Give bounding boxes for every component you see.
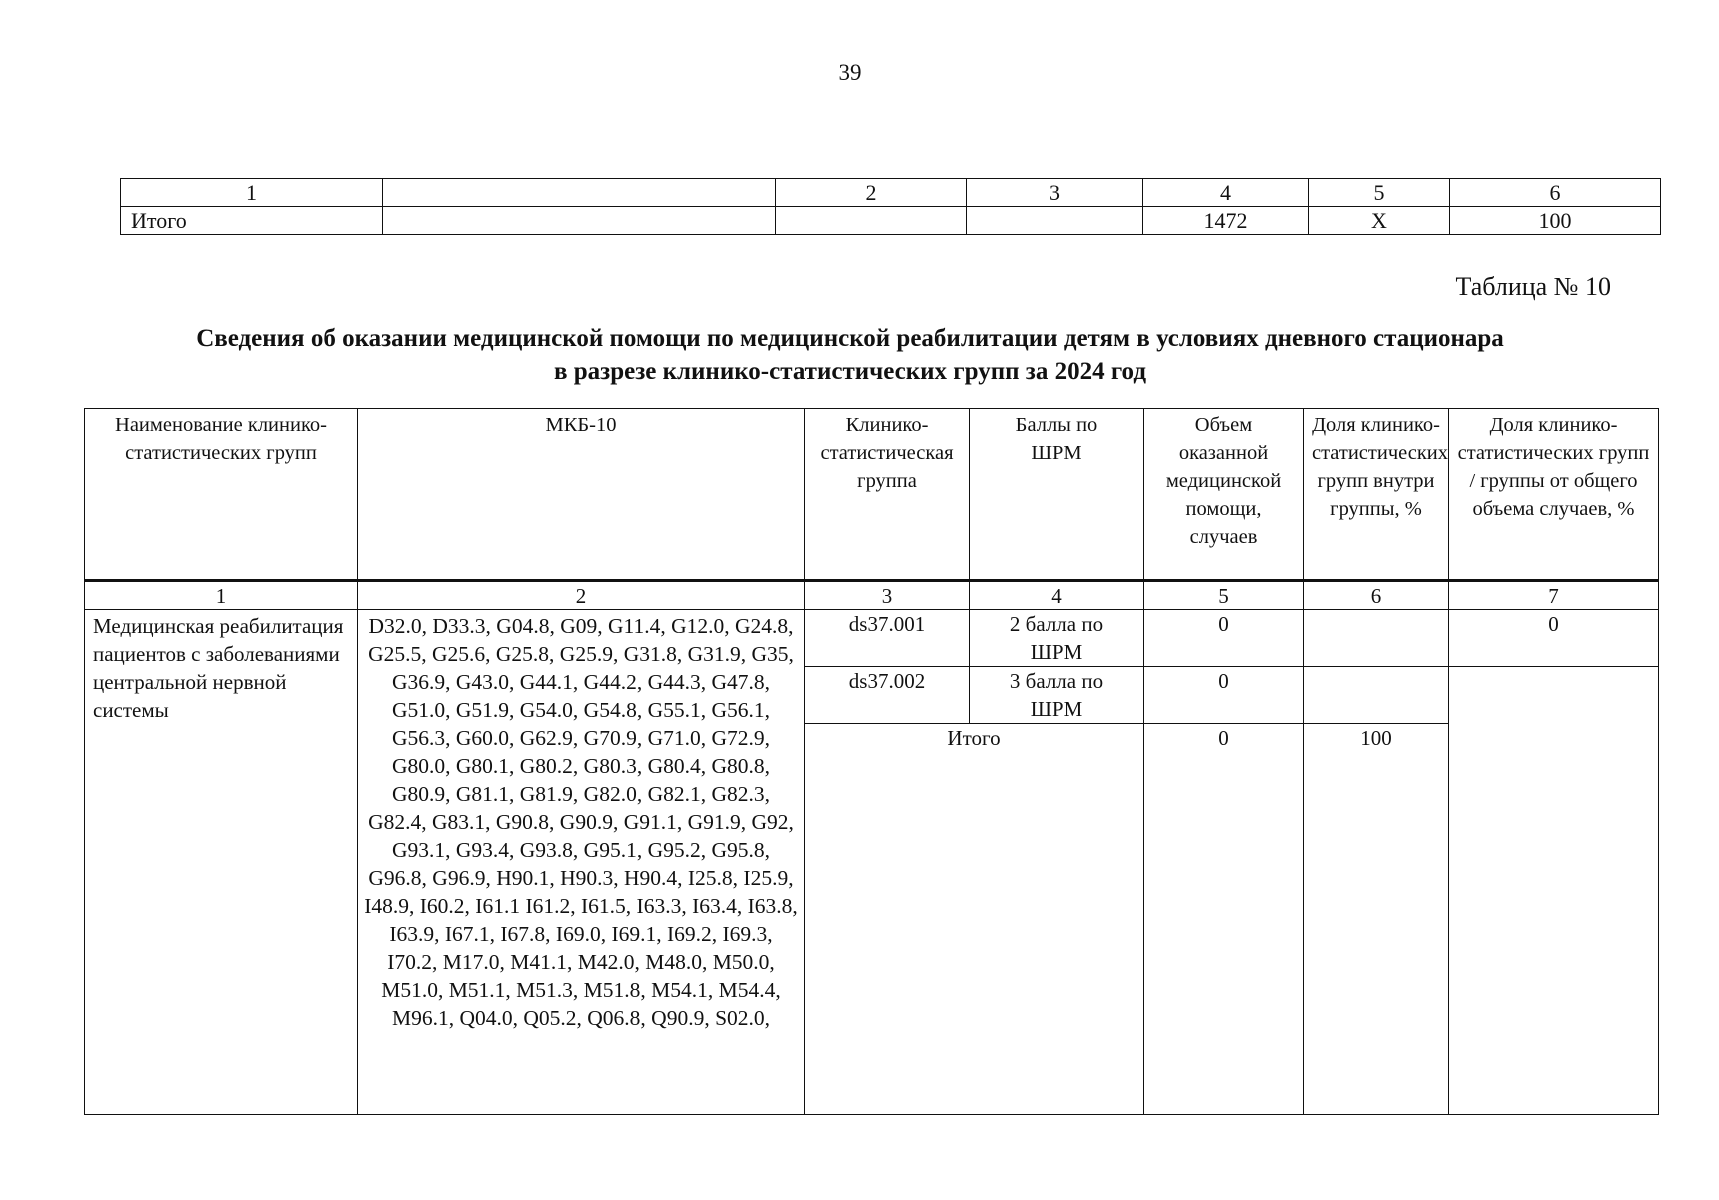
total-volume: 0 [1144, 724, 1304, 1115]
column-number [383, 179, 776, 207]
total-share-in-group: X [1309, 207, 1450, 235]
shrm-score: 2 балла по ШРМ [970, 610, 1144, 667]
volume: 0 [1144, 667, 1304, 724]
table-row [85, 610, 1659, 667]
share-total: 0 [1449, 610, 1659, 667]
table-row [121, 179, 1661, 207]
column-number: 4 [1143, 179, 1309, 207]
header-row [85, 409, 1659, 581]
share-in-group [1304, 610, 1449, 667]
rehabilitation-table [84, 408, 1659, 1115]
column-number: 4 [970, 581, 1144, 610]
ksg-code: ds37.002 [805, 667, 970, 724]
header-share-in-group: Доля клинико-статистических групп внутри группы, % [1304, 409, 1449, 581]
header-group-name: Наименование клинико-статистических групп [85, 409, 358, 581]
total-share: 100 [1450, 207, 1661, 235]
header-volume: Объем оказанной медицинской помощи, случаев [1144, 409, 1304, 581]
page-number: 39 [838, 60, 862, 85]
group-name: Медицинская реабилитация пациентов с заболеваниями центральной нервной системы [85, 610, 358, 1115]
continuation-table [120, 178, 1661, 235]
header-ksg: Клинико-статистическая группа [805, 409, 970, 581]
document-title [80, 322, 1620, 388]
share-total-empty [1449, 667, 1659, 1115]
column-number: 2 [358, 581, 805, 610]
column-number: 2 [776, 179, 967, 207]
column-numbers-row [85, 581, 1659, 610]
header-share-total: Доля клинико-статистических групп / группы от общего объема случаев, % [1449, 409, 1659, 581]
table-cell [383, 207, 776, 235]
table-cell [776, 207, 967, 235]
column-number: 3 [805, 581, 970, 610]
column-number: 6 [1304, 581, 1449, 610]
column-number: 7 [1449, 581, 1659, 610]
column-number: 5 [1144, 581, 1304, 610]
table-row [121, 207, 1661, 235]
header-shrm-score: Баллы по ШРМ [970, 409, 1144, 581]
shrm-score: 3 балла по ШРМ [970, 667, 1144, 724]
total-label: Итого [805, 724, 1144, 1115]
column-number: 6 [1450, 179, 1661, 207]
total-share-in-group: 100 [1304, 724, 1449, 1115]
total-label: Итого [121, 207, 383, 235]
column-number: 3 [967, 179, 1143, 207]
header-icd10: МКБ-10 [358, 409, 805, 581]
table-cell [967, 207, 1143, 235]
table-label: Таблица № 10 [1455, 272, 1611, 301]
share-in-group [1304, 667, 1449, 724]
ksg-code: ds37.001 [805, 610, 970, 667]
title-line-1: Сведения об оказании медицинской помощи по медицинской реабилитации детям в условиях дневного стационара [196, 325, 1504, 352]
volume: 0 [1144, 610, 1304, 667]
column-number: 1 [121, 179, 383, 207]
icd-codes: D32.0, D33.3, G04.8, G09, G11.4, G12.0, G24.8, G25.5, G25.6, G25.8, G25.9, G31.8, G31.9, G35, G36.9, G43.0, G44.1, G44.2, G44.3, G47.8, G51.0, G51.9, G54.0, G54.8, G55.1, G56.1, G56.3, G60.0, G62.9, G70.9, G71.0, G72.9, G80.0, G80.1, G80.2, G80.3, G80.4, G80.8, G80.9, G81.1, G81.9, G82.0, G82.1, G82.3, G82.4, G83.1, G90.8, G90.9, G91.1, G91.9, G92, G93.1, G93.4, G93.8, G95.1, G95.2, G95.8, G96.8, G96.9, H90.1, H90.3, H90.4, I25.8, I25.9, I48.9, I60.2, I61.1 I61.2, I61.5, I63.3, I63.4, I63.8, I63.9, I67.1, I67.8, I69.0, I69.1, I69.2, I69.3, I70.2, M17.0, M41.1, M42.0, M48.0, M50.0, M51.0, M51.1, M51.3, M51.8, M54.1, M54.4, M96.1, Q04.0, Q05.2, Q06.8, Q90.9, S02.0, [358, 610, 805, 1115]
title-line-2: в разрезе клинико-статистических групп за 2024 год [554, 358, 1146, 385]
column-number: 1 [85, 581, 358, 610]
column-number: 5 [1309, 179, 1450, 207]
total-volume: 1472 [1143, 207, 1309, 235]
